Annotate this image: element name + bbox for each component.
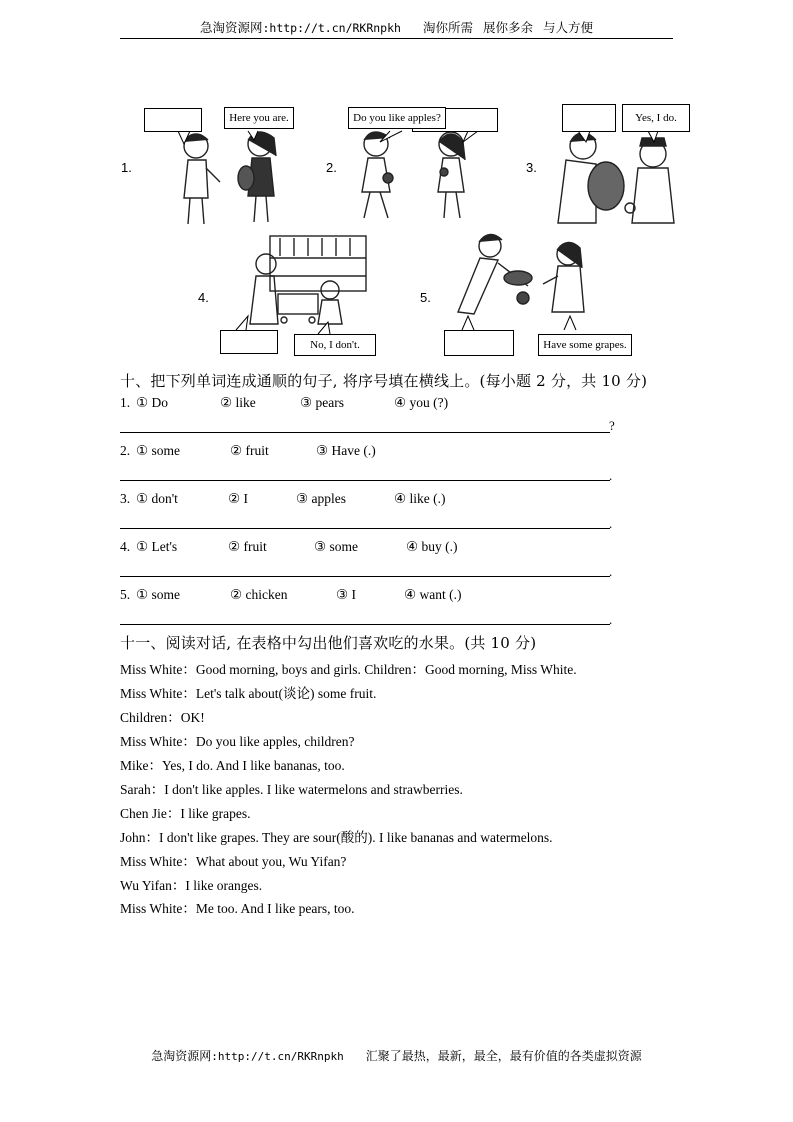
q5-option-1: ① some (136, 587, 180, 602)
panel1-girl (238, 132, 276, 222)
answer-line-1[interactable] (120, 432, 610, 433)
dialogue-line-3: Children：OK! (120, 710, 205, 725)
section-11-title: 十一、阅读对话, 在表格中勾出他们喜欢吃的水果。(共 10 分) (120, 634, 537, 652)
q1-option-1: ① Do (136, 395, 168, 410)
bubble-here-you-are: Here you are. (224, 107, 294, 129)
answer-line-4[interactable] (120, 576, 610, 577)
q3-option-1: ① don't (136, 491, 178, 506)
q5-option-3: ③ I (336, 587, 356, 602)
footer-site: 急淘资源网 (151, 1049, 212, 1063)
q1-option-3: ③ pears (300, 395, 344, 410)
q1-option-2: ② like (220, 395, 256, 410)
picture-number-5: 5. (420, 290, 431, 305)
header-slogan-3: 与人方便 (543, 20, 594, 35)
dialogue-line-5: Mike：Yes, I do. And I like bananas, too. (120, 758, 345, 773)
answer-line-3-end: . (609, 516, 613, 531)
q1-option-4: ④ you (?) (394, 395, 449, 410)
answer-line-4-end: . (609, 564, 613, 579)
picture-scene (118, 98, 698, 360)
answer-line-1-end: ? (609, 418, 615, 433)
footer-url[interactable]: :http://t.cn/RKRnpkh (211, 1050, 344, 1063)
dialogue-line-9: Miss White：What about you, Wu Yifan? (120, 854, 347, 869)
picture-number-4: 4. (198, 290, 209, 305)
question-4-number: 4. (120, 539, 131, 554)
question-2-number: 2. (120, 443, 131, 458)
question-5-number: 5. (120, 587, 131, 602)
panel1-boy (184, 134, 220, 224)
picture-number-3: 3. (526, 160, 537, 175)
section-10-title: 十、把下列单词连成通顺的句子, 将序号填在横线上。(每小题 2 分，共 10 分) (120, 372, 648, 390)
panel4-shop (250, 236, 366, 324)
q2-option-2: ② fruit (230, 443, 269, 458)
bubble-yes-i-do: Yes, I do. (622, 104, 690, 132)
q3-option-4: ④ like (.) (394, 491, 446, 506)
panel5-fruit (458, 234, 584, 314)
dialogue-line-7: Chen Jie：I like grapes. (120, 806, 251, 821)
q2-option-3: ③ Have (.) (316, 443, 376, 458)
q4-option-2: ② fruit (228, 539, 267, 554)
q5-option-4: ④ want (.) (404, 587, 462, 602)
header-site: 急淘资源网 (199, 20, 263, 35)
header-slogan-1: 淘你所需 (422, 20, 473, 35)
footer-text: 汇聚了最热，最新，最全，最有价值的各类虚拟资源 (365, 1049, 642, 1063)
question-2 (120, 443, 376, 459)
picture-number-1: 1. (121, 160, 132, 175)
q2-option-1: ① some (136, 443, 180, 458)
question-1-number: 1. (120, 395, 131, 410)
question-3-number: 3. (120, 491, 131, 506)
question-1 (120, 395, 449, 411)
q4-option-4: ④ buy (.) (406, 539, 458, 554)
answer-line-5-end: . (609, 612, 613, 627)
dialogue-line-6: Sarah：I don't like apples. I like watermelons and strawberries. (120, 782, 463, 797)
bubble-have-some-grapes: Have some grapes. (538, 334, 632, 356)
panel2-girl-left (362, 132, 393, 218)
answer-bubble-4[interactable] (220, 330, 278, 354)
answer-line-2-end: . (609, 468, 613, 483)
bubble-do-you-like-apples: Do you like apples? (348, 107, 446, 129)
header-url[interactable]: :http://t.cn/RKRnpkh (262, 21, 401, 35)
q4-option-1: ① Let's (136, 539, 178, 554)
question-4 (120, 539, 458, 555)
answer-bubble-5[interactable] (444, 330, 514, 356)
q3-option-3: ③ apples (296, 491, 346, 506)
scene-illustration (118, 98, 698, 360)
dialogue-line-11: Miss White：Me too. And I like pears, too. (120, 901, 355, 916)
picture-number-2: 2. (326, 160, 337, 175)
answer-bubble-3[interactable] (562, 104, 616, 132)
answer-line-3[interactable] (120, 528, 610, 529)
panel3-boys (558, 133, 674, 223)
answer-bubble-1[interactable] (144, 108, 202, 132)
question-5 (120, 587, 462, 603)
q3-option-2: ② I (228, 491, 248, 506)
question-3 (120, 491, 446, 507)
answer-line-5[interactable] (120, 624, 610, 625)
page-header (120, 18, 673, 39)
dialogue-line-2: Miss White：Let's talk about(谈论) some fruit. (120, 686, 377, 701)
page-footer (120, 1047, 673, 1064)
bubble-no-i-dont: No, I don't. (294, 334, 376, 356)
dialogue-line-10: Wu Yifan：I like oranges. (120, 878, 263, 893)
q5-option-2: ② chicken (230, 587, 288, 602)
header-slogan-2: 展你多余 (482, 20, 533, 35)
dialogue-line-1: Miss White：Good morning, boys and girls. Children：Good morning, Miss White. (120, 662, 577, 677)
panel2-girl-right (438, 132, 465, 218)
dialogue-line-8: John：I don't like grapes. They are sour(酸的). I like bananas and watermelons. (120, 830, 553, 845)
answer-line-2[interactable] (120, 480, 610, 481)
dialogue-line-4: Miss White：Do you like apples, children? (120, 734, 355, 749)
q4-option-3: ③ some (314, 539, 358, 554)
